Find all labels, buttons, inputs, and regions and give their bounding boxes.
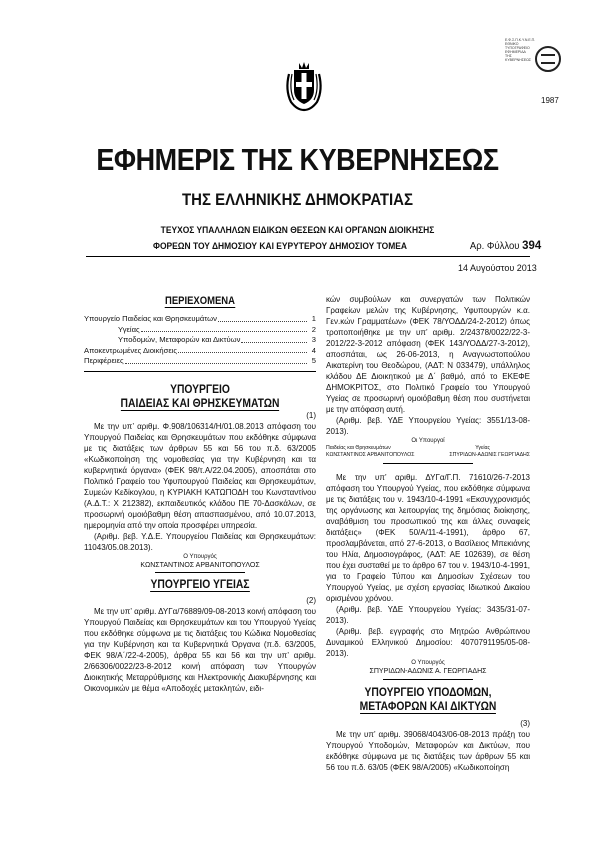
sheet-number-value: 394 <box>522 238 542 252</box>
decision-number: (2) <box>306 595 316 605</box>
signatory-title: Οι Υπουργοί <box>411 438 445 444</box>
coat-of-arms-icon <box>283 60 325 112</box>
toc-heading: ΠΕΡΙΕΧΟΜΕΝΑ <box>165 295 235 307</box>
decision-reference: (Αριθμ. βεβ. Υ.Δ.Ε. Υπουργείου Παιδείας και Θρησκευμάτων: 11043/05.08.2013). <box>84 531 316 552</box>
stamp-seal-icon <box>535 46 561 72</box>
toc-item[interactable]: Υποδομών, Μεταφορών και Δικτύων 3 <box>118 335 316 345</box>
gazette-title: ΕΦΗΜΕΡΙΣ ΤΗΣ ΚΥΒΕΡΝΗΣΕΩΣ <box>96 142 499 177</box>
dual-signature-posts: Παιδείας και Θρησκευμάτων Υγείας <box>326 445 490 451</box>
divider <box>155 572 245 573</box>
issue-type-line-1: ΤΕΥΧΟΣ ΥΠΑΛΛΗΛΩΝ ΕΙΔΙΚΩΝ ΘΕΣΕΩΝ ΚΑΙ ΟΡΓΑΝΩΝ ΔΙΟΙΚΗΣΗΣ <box>160 224 435 235</box>
decision-text: Με την υπ’ αριθμ. ΔΥΓα/Γ.Π. 71610/26-7-2013 απόφαση του Υπουργού Υγείας, που εκδόθηκε σύμφωνα με τις διατάξεις του ν. 1943/10-4-1991 «Εκσυγχρονισμός της οργάνωσης και λειτουργίας της δημόσιας διοίκησης, αναβάθμιση του προσωπικού της και άλλες συναφείς διατάξεις» (ΦΕΚ 50/Α/11-4-1991), άρθρο 67, προσλαμβάνεται, από 27-6-2013, ο Βασίλειος Μπεκιάνης του Ηλία, Δημοσιογράφος, (ΑΔΤ: ΑΕ 102639), σε θέση που έχει συσταθεί με το άρθρο 67 του ν. 1943/10-4-1991, για το Γραφείο Τύπου και Δημοσίων Σχέσεων του Υπουργού Υγείας, με σχέση εργασίας Ιδιωτικού Δικαίου ορισμένου χρόνου. <box>326 473 530 603</box>
decision-reference: (Αριθμ. βεβ. ΥΔΕ Υπουργείου Υγείας: 3435/31-07-2013). <box>326 605 530 625</box>
toc-item[interactable]: Υπουργείο Παιδείας και Θρησκευμάτων 1 <box>84 314 316 323</box>
decision-text: κών συμβούλων και συνεργατών των Πολιτικών Γραφείων μελών της Κυβέρνησης, Υφυπουργών κ.α. Γεν.κών Γραμματέων» (ΦΕΚ 78/ΥΟΔΔ/24-2-2012) όπως τροποποιήθηκε με την υπ’ αριθμ. 2/24378/0022/22-3-2012/22-3-2012 απόφαση (ΦΕΚ 143/ΥΟΔΔ/27-3-2012), αποσπάται, ως 26-06-2013, η Αναγνωστοπούλου Αικατερίνη του Θεοδώρου, (ΑΔΤ: Ν 033479), υπάλληλος κλάδου ΔΕ Διοικητικού με Δ΄ βαθμό, από το ΕΚΕΦΕ ΔΗΜΟΚΡΙΤΟΣ, στο Πολιτικό Γραφείο του Υπουργού Υγείας σε προσωρινή ομοιόβαθμη θέση που συστήνεται με την απόφαση αυτή. <box>326 295 530 414</box>
dual-signature-names: ΚΩΝΣΤΑΝΤΙΝΟΣ ΑΡΒΑΝΙΤΟΠΟΥΛΟΣ ΣΠΥΡΙΔΩΝ-ΑΔΩΝΙΣ ΓΕΩΡΓΙΑΔΗΣ <box>326 452 530 458</box>
header-rule <box>86 256 530 257</box>
signatory-name: ΣΠΥΡΙΔΩΝ-ΑΔΩΝΙΣ Α. ΓΕΩΡΓΙΑΔΗΣ <box>369 668 487 675</box>
signatory-title: Ο Υπουργός <box>183 553 217 560</box>
toc-item[interactable]: Αποκεντρωμένες Διοικήσεις 4 <box>84 345 316 355</box>
table-of-contents <box>84 314 316 367</box>
sheet-number-label: Αρ. Φύλλου <box>469 241 520 252</box>
divider <box>383 463 473 464</box>
decision-number: (3) <box>520 719 530 728</box>
toc-item[interactable]: Περιφέρειες 5 <box>84 356 316 366</box>
divider <box>383 679 473 680</box>
decision-text: Με την υπ’ αριθμ. ΔΥΓα/76889/09-08-2013 κοινή απόφαση του Υπουργού Παιδείας και Θρησκευμάτων και του Υπουργού Υγείας που εκδόθηκε σύμφωνα με τις διατάξεις του Κώδικα Νομοθεσίας για την Κυβέρνηση και τα Κυβερνητικά Όργανα (π.δ. 63/2005, ΦΕΚ 98/Α΄/22-4-2005), άρθρα 55 και 56 και την υπ’ αριθμ. 2/66306/0022/23-8-2012 κοινή απόφαση των Υπουργών Διοικητικής Μεταρρύθμισης και Ηλεκτρονικής Διακυβέρνησης και Οικονομικών με θέμα «Αποδοχές μετακλητών, ειδι- <box>84 606 316 693</box>
left-column <box>84 294 316 694</box>
issue-type-line-2: ΦΟΡΕΩΝ ΤΟΥ ΔΗΜΟΣΙΟΥ ΚΑΙ ΕΥΡΥΤΕΡΟΥ ΔΗΜΟΣΙΟΥ ΤΟΜΕΑ <box>153 240 407 251</box>
print-stamp <box>505 38 565 72</box>
ministry-heading: ΥΠΟΥΡΓΕΙΟ ΥΓΕΙΑΣ <box>150 576 250 591</box>
decision-reference: (Αριθμ. βεβ. ΥΔΕ Υπουργείου Υγείας: 3551/13-08-2013). <box>326 416 530 436</box>
decision-number: (1) <box>306 410 316 420</box>
decision-reference: (Αριθμ. βεβ. εγγραφής στο Μητρώο Ανθρώπινου Δυναμικού Ελληνικού Δημοσίου: 4070791195/05-08-2013). <box>326 627 530 658</box>
page-number: 1987 <box>541 96 559 105</box>
right-column <box>326 294 530 773</box>
gazette-subtitle: ΤΗΣ ΕΛΛΗΝΙΚΗΣ ΔΗΜΟΚΡΑΤΙΑΣ <box>182 190 413 209</box>
signatory-name: ΚΩΝΣΤΑΝΤΙΝΟΣ ΑΡΒΑΝΙΤΟΠΟΥΛΟΣ <box>140 561 260 569</box>
decision-text: Με την υπ’ αριθμ. Φ.908/106314/Η/01.08.2013 απόφαση του Υπουργού Παιδείας και Θρησκευμάτων που εκδόθηκε σύμφωνα με τις διατάξεις των άρθρων 55 και 56 του π.δ. 63/2005 «Κωδικοποίηση της νομοθεσίας για την Κυβέρνηση και τα κυβερνητικά όργανα» (ΦΕΚ 98/τ.Α/22.04.2005), αποσπάται στο Πολιτικό Γραφείο του Υφυπουργού Παιδείας και Θρησκευμάτων, Συμεών Κεδίκογλου, η ΚΥΡΙΑΚΗ ΚΑΤΩΠΟΔΗ του Κωνσταντίνου (Α.Δ.Τ.: Χ 212382), εκπαιδευτικός κλάδου ΠΕ 70-Δασκάλων, σε προσωρινή ομοιόβαθμη θέση απασπασμένου, από 10.07.2013, ημερομηνία από την οποία προσφέρει υπηρεσία. <box>84 421 316 530</box>
sheet-number <box>470 238 541 252</box>
ministry-heading: ΥΠΟΥΡΓΕΙΟ ΠΑΙΔΕΙΑΣ ΚΑΙ ΘΡΗΣΚΕΥΜΑΤΩΝ <box>120 381 280 410</box>
divider <box>84 371 316 372</box>
issue-date: 14 Αυγούστου 2013 <box>458 263 537 273</box>
ministry-heading: ΥΠΟΥΡΓΕΙΟ ΥΠΟΔΟΜΩΝ, ΜΕΤΑΦΟΡΩΝ ΚΑΙ ΔΙΚΤΥΩΝ <box>359 685 497 713</box>
signatory-title: Ο Υπουργός <box>411 660 445 666</box>
decision-text: Με την υπ’ αριθμ. 39068/4043/06-08-2013 πράξη του Υπουργού Υποδομών, Μεταφορών και Δικτύων, που εκδόθηκε σύμφωνα με τις διατάξεις των άρθρων 55 και 56 του π.δ. 63/05 (ΦΕΚ 98/Α/2005) «Κωδικοποίηση <box>326 730 530 772</box>
toc-item[interactable]: Υγείας 2 <box>118 324 316 334</box>
stamp-text: Ε.Φ.Σ.Π.Κ.Υ.Ν.Ε.Π. ΕΘΝΙΚΟ ΤΥΠΟΓΡΑΦΕΙΟ ΕΦΗΜΕΡΙΔΑ ΤΗΣ ΚΥΒΕΡΝΗΣΕΩΣ <box>505 38 536 62</box>
